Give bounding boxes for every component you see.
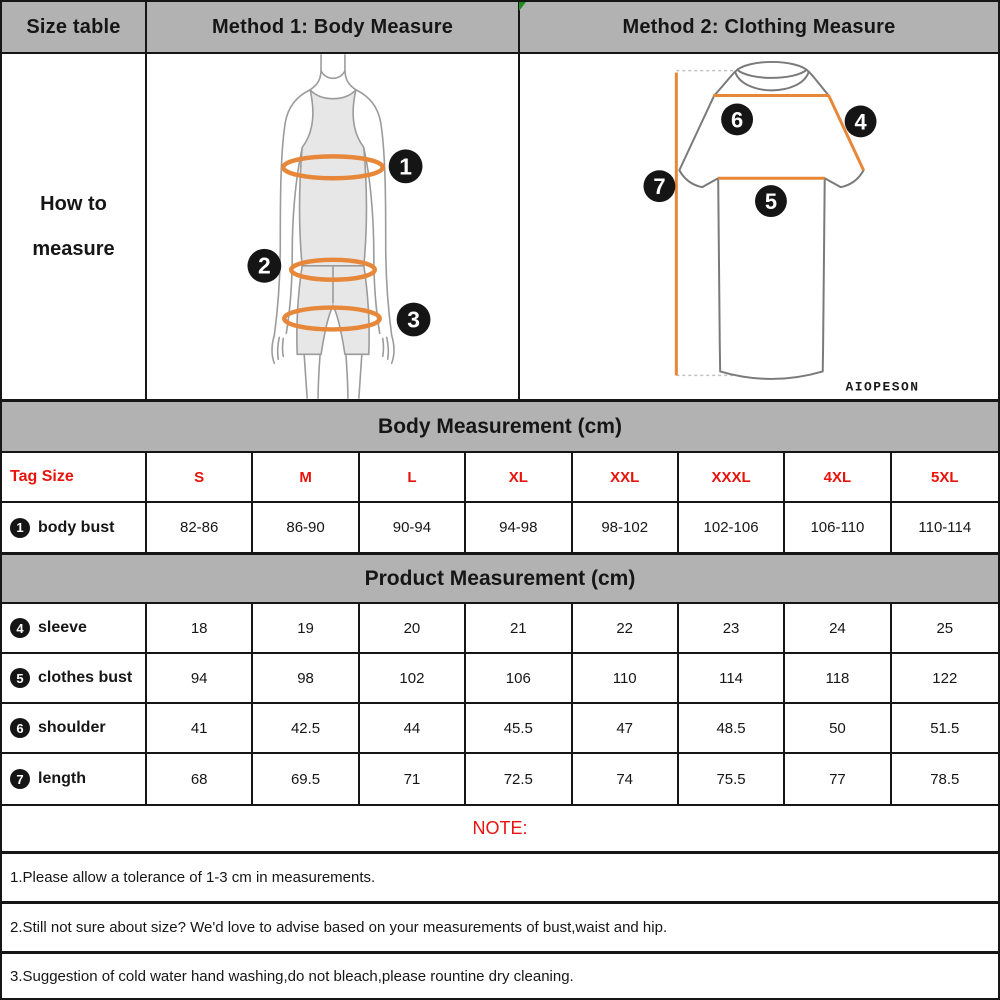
marker-6-chip: 6 xyxy=(10,718,30,738)
tshirt-drawing xyxy=(520,54,998,399)
value-cell: 19 xyxy=(253,604,359,652)
length-label xyxy=(2,754,147,804)
value-cell: 102 xyxy=(360,654,466,702)
marker-4-chip: 4 xyxy=(10,618,30,638)
body-measurement-band xyxy=(2,401,998,453)
product-measurement-title: Product Measurement (cm) xyxy=(364,566,636,590)
marker-1: 1 xyxy=(399,153,412,180)
value-cell: 94-98 xyxy=(466,503,572,552)
sleeve-label xyxy=(2,604,147,652)
value-cell: 47 xyxy=(573,704,679,752)
value-cell: 25 xyxy=(892,604,998,652)
value-cell: 110-114 xyxy=(892,503,998,552)
value-cell: 90-94 xyxy=(360,503,466,552)
size-col-m: M xyxy=(253,453,359,501)
value-cell: 98-102 xyxy=(573,503,679,552)
marker-1-chip: 1 xyxy=(10,518,30,538)
value-cell: 74 xyxy=(573,754,679,804)
size-col-s: S xyxy=(147,453,253,501)
value-cell: 18 xyxy=(147,604,253,652)
value-cell: 94 xyxy=(147,654,253,702)
size-col-xxl: XXL xyxy=(573,453,679,501)
value-cell: 72.5 xyxy=(466,754,572,804)
value-cell: 22 xyxy=(573,604,679,652)
sleeve-row xyxy=(2,604,998,654)
value-cell: 102-106 xyxy=(679,503,785,552)
note-item-1 xyxy=(2,854,998,904)
body-figure-drawing xyxy=(147,54,518,399)
illustration-row xyxy=(2,54,998,401)
product-measurement-band xyxy=(2,554,998,604)
value-cell: 82-86 xyxy=(147,503,253,552)
row-label-text: body bust xyxy=(38,518,115,536)
how-to-line2: measure xyxy=(32,237,115,260)
row-label-text: sleeve xyxy=(38,619,87,636)
value-cell: 78.5 xyxy=(892,754,998,804)
marker-5: 5 xyxy=(764,189,778,215)
value-cell: 98 xyxy=(253,654,359,702)
value-cell: 71 xyxy=(360,754,466,804)
row-label-text: clothes bust xyxy=(38,669,133,686)
value-cell: 24 xyxy=(785,604,891,652)
value-cell: 122 xyxy=(892,654,998,702)
size-col-5xl: 5XL xyxy=(892,453,998,501)
table-header-row xyxy=(2,2,998,54)
length-row xyxy=(2,754,998,806)
value-cell: 77 xyxy=(785,754,891,804)
marker-5-chip: 5 xyxy=(10,668,30,688)
row-label-text: shoulder xyxy=(38,719,106,736)
value-cell: 45.5 xyxy=(466,704,572,752)
value-cell: 48.5 xyxy=(679,704,785,752)
green-corner-mark xyxy=(519,2,526,11)
value-cell: 106 xyxy=(466,654,572,702)
value-cell: 42.5 xyxy=(253,704,359,752)
tag-size-label: Tag Size xyxy=(2,453,147,501)
shoulder-row xyxy=(2,704,998,754)
body-bust-row xyxy=(2,503,998,554)
size-col-4xl: 4XL xyxy=(785,453,891,501)
method2-label: Method 2: Clothing Measure xyxy=(622,15,896,38)
value-cell: 20 xyxy=(360,604,466,652)
note-item-3 xyxy=(2,954,998,998)
how-to-measure-cell xyxy=(2,54,147,399)
header-size-table xyxy=(2,2,147,52)
value-cell: 118 xyxy=(785,654,891,702)
marker-6: 6 xyxy=(730,107,744,133)
value-cell: 51.5 xyxy=(892,704,998,752)
value-cell: 106-110 xyxy=(785,503,891,552)
note-title-row xyxy=(2,806,998,854)
value-cell: 44 xyxy=(360,704,466,752)
size-table-label: Size table xyxy=(26,15,121,38)
value-cell: 21 xyxy=(466,604,572,652)
value-cell: 50 xyxy=(785,704,891,752)
value-cell: 68 xyxy=(147,754,253,804)
how-to-line1: How to xyxy=(40,192,107,215)
method1-label: Method 1: Body Measure xyxy=(211,15,454,38)
note-text: 1.Please allow a tolerance of 1-3 cm in measurements. xyxy=(10,869,376,886)
value-cell: 110 xyxy=(573,654,679,702)
marker-7-chip: 7 xyxy=(10,769,30,789)
body-measure-illustration xyxy=(147,54,520,399)
marker-4: 4 xyxy=(854,109,867,135)
value-cell: 86-90 xyxy=(253,503,359,552)
size-col-l: L xyxy=(360,453,466,501)
note-text: 2.Still not sure about size? We'd love to advise based on your measurements of bust,waist and hip. xyxy=(10,919,668,936)
note-title: NOTE: xyxy=(472,818,528,838)
value-cell: 41 xyxy=(147,704,253,752)
size-col-xxxl: XXXL xyxy=(679,453,785,501)
value-cell: 23 xyxy=(679,604,785,652)
marker-2: 2 xyxy=(258,252,271,279)
row-label-text: length xyxy=(38,770,86,787)
value-cell: 114 xyxy=(679,654,785,702)
header-method2 xyxy=(520,2,998,52)
marker-3: 3 xyxy=(407,306,420,333)
clothes-bust-row xyxy=(2,654,998,704)
header-method1 xyxy=(147,2,520,52)
shoulder-label xyxy=(2,704,147,752)
note-item-2 xyxy=(2,904,998,954)
clothing-measure-illustration xyxy=(520,54,998,399)
value-cell: 75.5 xyxy=(679,754,785,804)
brand-text: AIOPESON xyxy=(845,379,920,395)
size-col-xl: XL xyxy=(466,453,572,501)
note-text: 3.Suggestion of cold water hand washing,do not bleach,please rountine dry cleaning. xyxy=(10,967,574,985)
body-measurement-title: Body Measurement (cm) xyxy=(378,414,622,438)
marker-7: 7 xyxy=(653,174,666,200)
value-cell: 69.5 xyxy=(253,754,359,804)
tag-size-row xyxy=(2,453,998,503)
clothes-bust-label xyxy=(2,654,147,702)
body-bust-label xyxy=(2,503,147,552)
figure-clothes xyxy=(297,90,369,355)
